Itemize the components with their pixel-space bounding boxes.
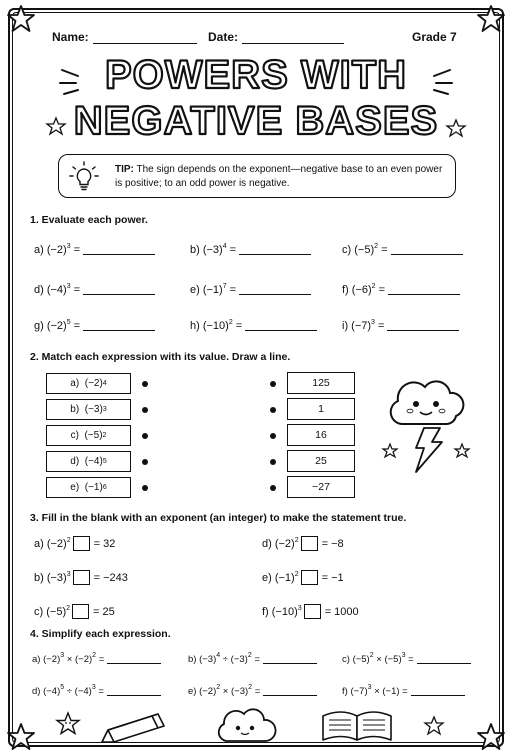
power-base: (−2) bbox=[46, 320, 67, 332]
term-2-base: (−2) bbox=[75, 654, 93, 665]
match-expression-box: e) (−1) 6 bbox=[46, 477, 131, 498]
power-exponent: 3 bbox=[66, 571, 71, 578]
statement-rhs: = −1 bbox=[321, 572, 344, 584]
item-letter: i) bbox=[342, 320, 349, 332]
item-letter: d) bbox=[262, 538, 272, 550]
item-letter: d) bbox=[32, 686, 41, 697]
answer-blank[interactable] bbox=[107, 663, 161, 664]
evaluate-item bbox=[190, 244, 311, 256]
power-base: (−5) bbox=[46, 606, 67, 618]
star-icon bbox=[6, 4, 36, 34]
item-letter: c) bbox=[342, 654, 350, 665]
title-line-2: NEGATIVE BASES bbox=[73, 99, 439, 143]
match-value: 25 bbox=[315, 455, 327, 467]
term-1-base: (−7) bbox=[350, 686, 368, 697]
equals-sign: = bbox=[95, 686, 104, 697]
exponent-answer-box[interactable] bbox=[72, 604, 89, 619]
item-letter: f) bbox=[262, 606, 269, 618]
power-base: (−3) bbox=[46, 572, 67, 584]
equals-sign: = bbox=[399, 686, 408, 697]
power-exponent: 3 bbox=[66, 243, 71, 250]
match-dot-left[interactable] bbox=[142, 433, 148, 439]
answer-blank[interactable] bbox=[263, 663, 317, 664]
evaluate-item bbox=[34, 320, 155, 332]
match-dot-left[interactable] bbox=[142, 485, 148, 491]
evaluate-item bbox=[342, 320, 459, 332]
match-value-box bbox=[287, 372, 355, 394]
item-letter: b) bbox=[34, 572, 44, 584]
statement-rhs: = 1000 bbox=[324, 606, 359, 618]
power-base: (−1) bbox=[274, 572, 295, 584]
term-2-exponent: 2 bbox=[247, 652, 252, 659]
item-letter: e) bbox=[70, 482, 80, 493]
item-letter: a) bbox=[32, 654, 41, 665]
item-letter: b) bbox=[190, 244, 200, 256]
term-1-base: (−5) bbox=[352, 654, 370, 665]
answer-blank[interactable] bbox=[239, 254, 311, 255]
operator: × bbox=[371, 686, 383, 697]
item-letter: g) bbox=[34, 320, 44, 332]
exponent-fill-item bbox=[262, 570, 344, 585]
answer-blank[interactable] bbox=[83, 254, 155, 255]
item-letter: a) bbox=[34, 538, 44, 550]
evaluate-item bbox=[190, 320, 317, 332]
evaluate-item bbox=[190, 284, 311, 296]
power-exponent: 5 bbox=[66, 319, 71, 326]
answer-blank[interactable] bbox=[417, 663, 471, 664]
match-value: −27 bbox=[312, 481, 330, 493]
lightbulb-icon bbox=[69, 161, 99, 193]
item-letter: e) bbox=[188, 686, 197, 697]
power-exponent: 2 bbox=[294, 571, 299, 578]
term-1-exponent: 4 bbox=[216, 652, 221, 659]
term-2-base: (−3) bbox=[230, 654, 248, 665]
statement-rhs: = 32 bbox=[93, 538, 116, 550]
answer-blank[interactable] bbox=[387, 330, 459, 331]
power-base: (−2) bbox=[84, 378, 103, 389]
grade-label: Grade 7 bbox=[412, 30, 457, 44]
term-1-base: (−4) bbox=[43, 686, 61, 697]
power-base: (−2) bbox=[274, 538, 295, 550]
term-1-base: (−3) bbox=[199, 654, 217, 665]
power-base: (−4) bbox=[46, 284, 67, 296]
match-dot-left[interactable] bbox=[142, 407, 148, 413]
power-base: (−3) bbox=[202, 244, 223, 256]
exponent-answer-box[interactable] bbox=[304, 604, 321, 619]
operator: ÷ bbox=[64, 686, 75, 697]
equals-sign: = bbox=[70, 244, 81, 256]
term-2-exponent: 3 bbox=[91, 684, 96, 691]
power-base: (−7) bbox=[351, 320, 372, 332]
item-letter: c) bbox=[70, 430, 79, 441]
answer-blank[interactable] bbox=[388, 294, 460, 295]
answer-blank[interactable] bbox=[263, 695, 317, 696]
star-icon bbox=[6, 722, 36, 752]
power-exponent: 2 bbox=[371, 283, 376, 290]
exponent-fill-item bbox=[34, 570, 128, 585]
power-exponent: 3 bbox=[297, 605, 302, 612]
match-value-box bbox=[287, 424, 355, 446]
name-field[interactable]: Name: bbox=[52, 30, 197, 44]
term-2-base: (−5) bbox=[384, 654, 402, 665]
power-exponent: 2 bbox=[66, 537, 71, 544]
term-2-exponent: 3 bbox=[401, 652, 406, 659]
item-letter: d) bbox=[70, 456, 80, 467]
power-exponent: 2 bbox=[66, 605, 71, 612]
exponent-fill-item bbox=[34, 604, 115, 619]
answer-blank[interactable] bbox=[411, 695, 465, 696]
power-exponent: 4 bbox=[222, 243, 227, 250]
equals-sign: = bbox=[252, 686, 261, 697]
exponent-fill-item bbox=[262, 604, 359, 619]
star-icon bbox=[476, 4, 506, 34]
operator: × bbox=[220, 686, 231, 697]
match-value-box bbox=[287, 450, 355, 472]
match-dot-right[interactable] bbox=[270, 381, 276, 387]
answer-blank[interactable] bbox=[239, 294, 311, 295]
exponent-answer-box[interactable] bbox=[73, 536, 90, 551]
title-line-1: POWERS WITH bbox=[104, 53, 408, 97]
match-dot-right[interactable] bbox=[270, 407, 276, 413]
term-1-exponent: 5 bbox=[60, 684, 65, 691]
equals-sign: = bbox=[226, 244, 237, 256]
evaluate-item bbox=[342, 244, 463, 256]
pencil-icon bbox=[98, 712, 170, 746]
term-2-base: (−1) bbox=[382, 686, 400, 697]
item-letter: d) bbox=[34, 284, 44, 296]
power-base: (−4) bbox=[84, 456, 103, 467]
match-expression-box: c) (−5) 2 bbox=[46, 425, 131, 446]
simplify-item bbox=[188, 654, 317, 665]
simplify-item bbox=[32, 686, 161, 697]
equals-sign: = bbox=[70, 284, 81, 296]
star-icon bbox=[447, 120, 465, 136]
part3-heading: 3. Fill in the blank with an exponent (an integer) to make the statement true. bbox=[30, 512, 407, 524]
star-face-icon bbox=[56, 712, 80, 736]
equals-sign: = bbox=[375, 284, 386, 296]
match-dot-right[interactable] bbox=[270, 485, 276, 491]
tip-box bbox=[58, 154, 456, 198]
power-base: (−2) bbox=[46, 244, 67, 256]
equals-sign: = bbox=[96, 654, 105, 665]
operator: × bbox=[64, 654, 75, 665]
item-letter: h) bbox=[190, 320, 200, 332]
operator: ÷ bbox=[220, 654, 231, 665]
star-icon bbox=[476, 722, 506, 752]
match-dot-right[interactable] bbox=[270, 433, 276, 439]
part4-heading: 4. Simplify each expression. bbox=[30, 628, 171, 640]
answer-blank[interactable] bbox=[83, 330, 155, 331]
item-letter: c) bbox=[34, 606, 44, 618]
equals-sign: = bbox=[70, 320, 81, 332]
power-exponent: 2 bbox=[374, 243, 379, 250]
power-base: (−10) bbox=[202, 320, 229, 332]
answer-blank[interactable] bbox=[245, 330, 317, 331]
worksheet-title bbox=[0, 48, 512, 148]
power-base: (−5) bbox=[84, 430, 103, 441]
evaluate-item bbox=[34, 244, 155, 256]
exponent-fill-item bbox=[34, 536, 115, 551]
term-1-exponent: 2 bbox=[216, 684, 221, 691]
answer-blank[interactable] bbox=[107, 695, 161, 696]
storm-cloud-icon bbox=[380, 376, 476, 476]
exponent-answer-box[interactable] bbox=[73, 570, 90, 585]
power-exponent: 2 bbox=[228, 319, 233, 326]
star-icon bbox=[47, 118, 65, 134]
equals-sign: = bbox=[405, 654, 414, 665]
match-value-box bbox=[287, 476, 355, 498]
item-letter: f) bbox=[342, 686, 348, 697]
exponent-answer-box[interactable] bbox=[301, 570, 318, 585]
term-2-exponent: 2 bbox=[248, 684, 253, 691]
tip-text: TIP: The sign depends on the exponent—negative base to an even power is positive; to an odd power is negative. bbox=[115, 164, 443, 189]
match-expression-box: a) (−2) 4 bbox=[46, 373, 131, 394]
evaluate-item bbox=[34, 284, 155, 296]
power-base: (−6) bbox=[351, 284, 372, 296]
equals-sign: = bbox=[232, 320, 243, 332]
power-base: (−5) bbox=[354, 244, 375, 256]
item-letter: e) bbox=[190, 284, 200, 296]
match-expression-box: b) (−3) 3 bbox=[46, 399, 131, 420]
term-1-exponent: 2 bbox=[369, 652, 374, 659]
term-2-base: (−3) bbox=[231, 686, 249, 697]
power-base: (−1) bbox=[202, 284, 223, 296]
term-1-exponent: 3 bbox=[367, 684, 372, 691]
power-base: (−10) bbox=[271, 606, 298, 618]
power-base: (−2) bbox=[46, 538, 67, 550]
statement-rhs: = −243 bbox=[93, 572, 128, 584]
power-exponent: 3 bbox=[371, 319, 375, 326]
simplify-item bbox=[32, 654, 161, 665]
simplify-item bbox=[342, 686, 465, 697]
star-icon bbox=[424, 716, 444, 736]
power-exponent: 2 bbox=[294, 537, 299, 544]
equals-sign: = bbox=[251, 654, 260, 665]
item-letter: c) bbox=[342, 244, 352, 256]
match-expression-box: d) (−4) 5 bbox=[46, 451, 131, 472]
statement-rhs: = −8 bbox=[321, 538, 344, 550]
exponent-answer-box[interactable] bbox=[301, 536, 318, 551]
answer-blank[interactable] bbox=[391, 254, 463, 255]
item-letter: e) bbox=[262, 572, 272, 584]
answer-blank[interactable] bbox=[83, 294, 155, 295]
item-letter: b) bbox=[70, 404, 80, 415]
match-dot-left[interactable] bbox=[142, 381, 148, 387]
cloud-face-icon bbox=[214, 705, 276, 745]
open-book-icon bbox=[318, 708, 396, 744]
item-letter: a) bbox=[70, 378, 80, 389]
match-value-box bbox=[287, 398, 355, 420]
match-value: 16 bbox=[315, 429, 327, 441]
power-base: (−1) bbox=[84, 482, 103, 493]
equals-sign: = bbox=[226, 284, 237, 296]
item-letter: b) bbox=[188, 654, 197, 665]
item-letter: a) bbox=[34, 244, 44, 256]
term-2-base: (−4) bbox=[74, 686, 92, 697]
match-value: 1 bbox=[318, 403, 324, 415]
evaluate-item bbox=[342, 284, 460, 296]
match-dot-right[interactable] bbox=[270, 459, 276, 465]
date-field[interactable]: Date: bbox=[208, 30, 344, 44]
statement-rhs: = 25 bbox=[93, 606, 115, 618]
part1-heading: 1. Evaluate each power. bbox=[30, 214, 148, 226]
term-1-base: (−2) bbox=[199, 686, 217, 697]
exponent-fill-item bbox=[262, 536, 344, 551]
equals-sign: = bbox=[378, 244, 388, 256]
term-1-exponent: 3 bbox=[60, 652, 65, 659]
part2-heading: 2. Match each expression with its value. Draw a line. bbox=[30, 351, 291, 363]
term-2-exponent: 2 bbox=[92, 652, 97, 659]
term-1-base: (−2) bbox=[43, 654, 61, 665]
equals-sign: = bbox=[374, 320, 385, 332]
match-dot-left[interactable] bbox=[142, 459, 148, 465]
item-letter: f) bbox=[342, 284, 349, 296]
match-value: 125 bbox=[312, 377, 330, 389]
power-exponent: 7 bbox=[222, 283, 227, 290]
power-exponent: 3 bbox=[66, 283, 71, 290]
power-base: (−3) bbox=[84, 404, 103, 415]
simplify-item bbox=[342, 654, 471, 665]
simplify-item bbox=[188, 686, 317, 697]
operator: × bbox=[373, 654, 385, 665]
